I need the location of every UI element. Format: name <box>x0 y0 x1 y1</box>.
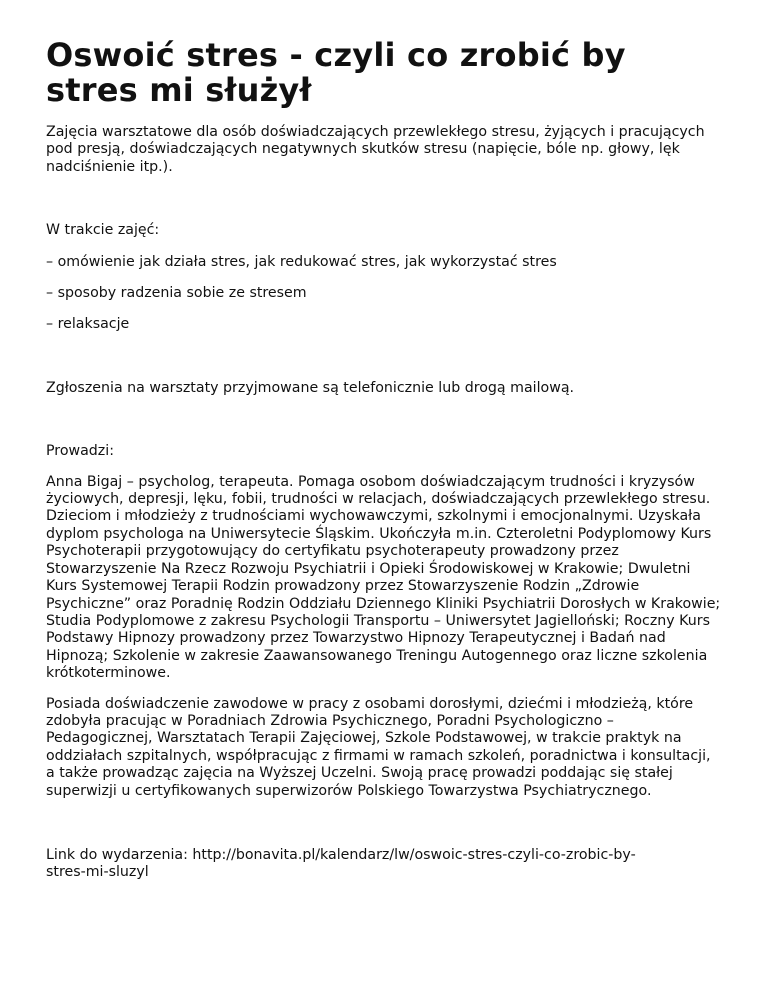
host-heading: Prowadzi: <box>46 443 114 460</box>
bullet-item: – sposoby radzenia sobie ze stresem <box>46 285 307 302</box>
bullet-item: – relaksacje <box>46 316 130 333</box>
event-link-line: stres-mi-sluzyl <box>46 864 149 881</box>
event-link-line: Link do wydarzenia: http://bonavita.pl/kalendarz/lw/oswoic-stres-czyli-co-zrobic-by- <box>46 846 636 863</box>
page-title: Oswoić stres - czyli co zrobić by stres mi służył <box>46 36 626 109</box>
registration-paragraph: Zgłoszenia na warsztaty przyjmowane są telefonicznie lub drogą mailową. <box>46 379 575 396</box>
bullet-item: – omówienie jak działa stres, jak redukować stres, jak wykorzystać stres <box>46 253 557 270</box>
intro-paragraph: Zajęcia warsztatowe dla osób doświadczających przewlekłego stresu, żyjących i pracujących pod presją, doświadczających negatywnych skutków stresu (napięcie, bóle np. głowy, lęk nadciśnienie itp.). <box>46 124 705 175</box>
bio-paragraph: Anna Bigaj – psycholog, terapeuta. Pomaga osobom doświadczającym trudności i kryzysów życiowych, depresji, lęku, fobii, trudności w relacjach, doświadczających przewlekłego stresu. Dzieciom i młodzieży z trudnościami wychowawczymi, szkolnymi i emocjonalnymi. Uzyskała dyplom psychologa na Uniwersytecie Śląskim. Ukończyła m.in. Czteroletni Podyplomowy Kurs Psychoterapii przygotowujący do certyfikatu psychoterapeuty prowadzony przez Stowarzyszenie Na Rzecz Rozwoju Psychiatrii i Opieki Środowiskowej w Krakowie; Dwuletni Kurs Systemowej Terapii Rodzin prowadzony przez Stowarzyszenie Rodzin „Zdrowie Psychiczne” oraz Poradnię Rodzin Oddziału Dziennego Kliniki Psychiatrii Dorosłych w Krakowie; Studia Podyplomowe z zakresu Psychologii Transportu – Uniwersytet Jagielloński; Roczny Kurs Podstawy Hipnozy prowadzony przez Towarzystwo Hipnozy Terapeutycznej i Badań nad Hipnozą; Szkolenie w zakresie Zaawansowanego Treningu Autogennego oraz liczne szkolenia krótkoterminowe. <box>46 473 721 682</box>
during-heading: W trakcie zajęć: <box>46 222 160 239</box>
bio-paragraph: Posiada doświadczenie zawodowe w pracy z osobami dorosłymi, dziećmi i młodzieżą, które zdobyła pracując w Poradniach Zdrowia Psychicznego, Poradni Psychologiczno – Pedagogicznej, Warsztatach Terapii Zajęciowej, Szkole Podstawowej, w trakcie praktyk na oddziałach szpitalnych, współpracując z firmami w ramach szkoleń, poradnictwa i konsultacji, a także prowadząc zajęcia na Wyższej Uczelni. Swoją pracę prowadzi poddając się stałej superwizji u certyfikowanych superwizorów Polskiego Towarzystwa Psychiatrycznego. <box>46 695 711 799</box>
event-link-paragraph <box>46 847 722 882</box>
